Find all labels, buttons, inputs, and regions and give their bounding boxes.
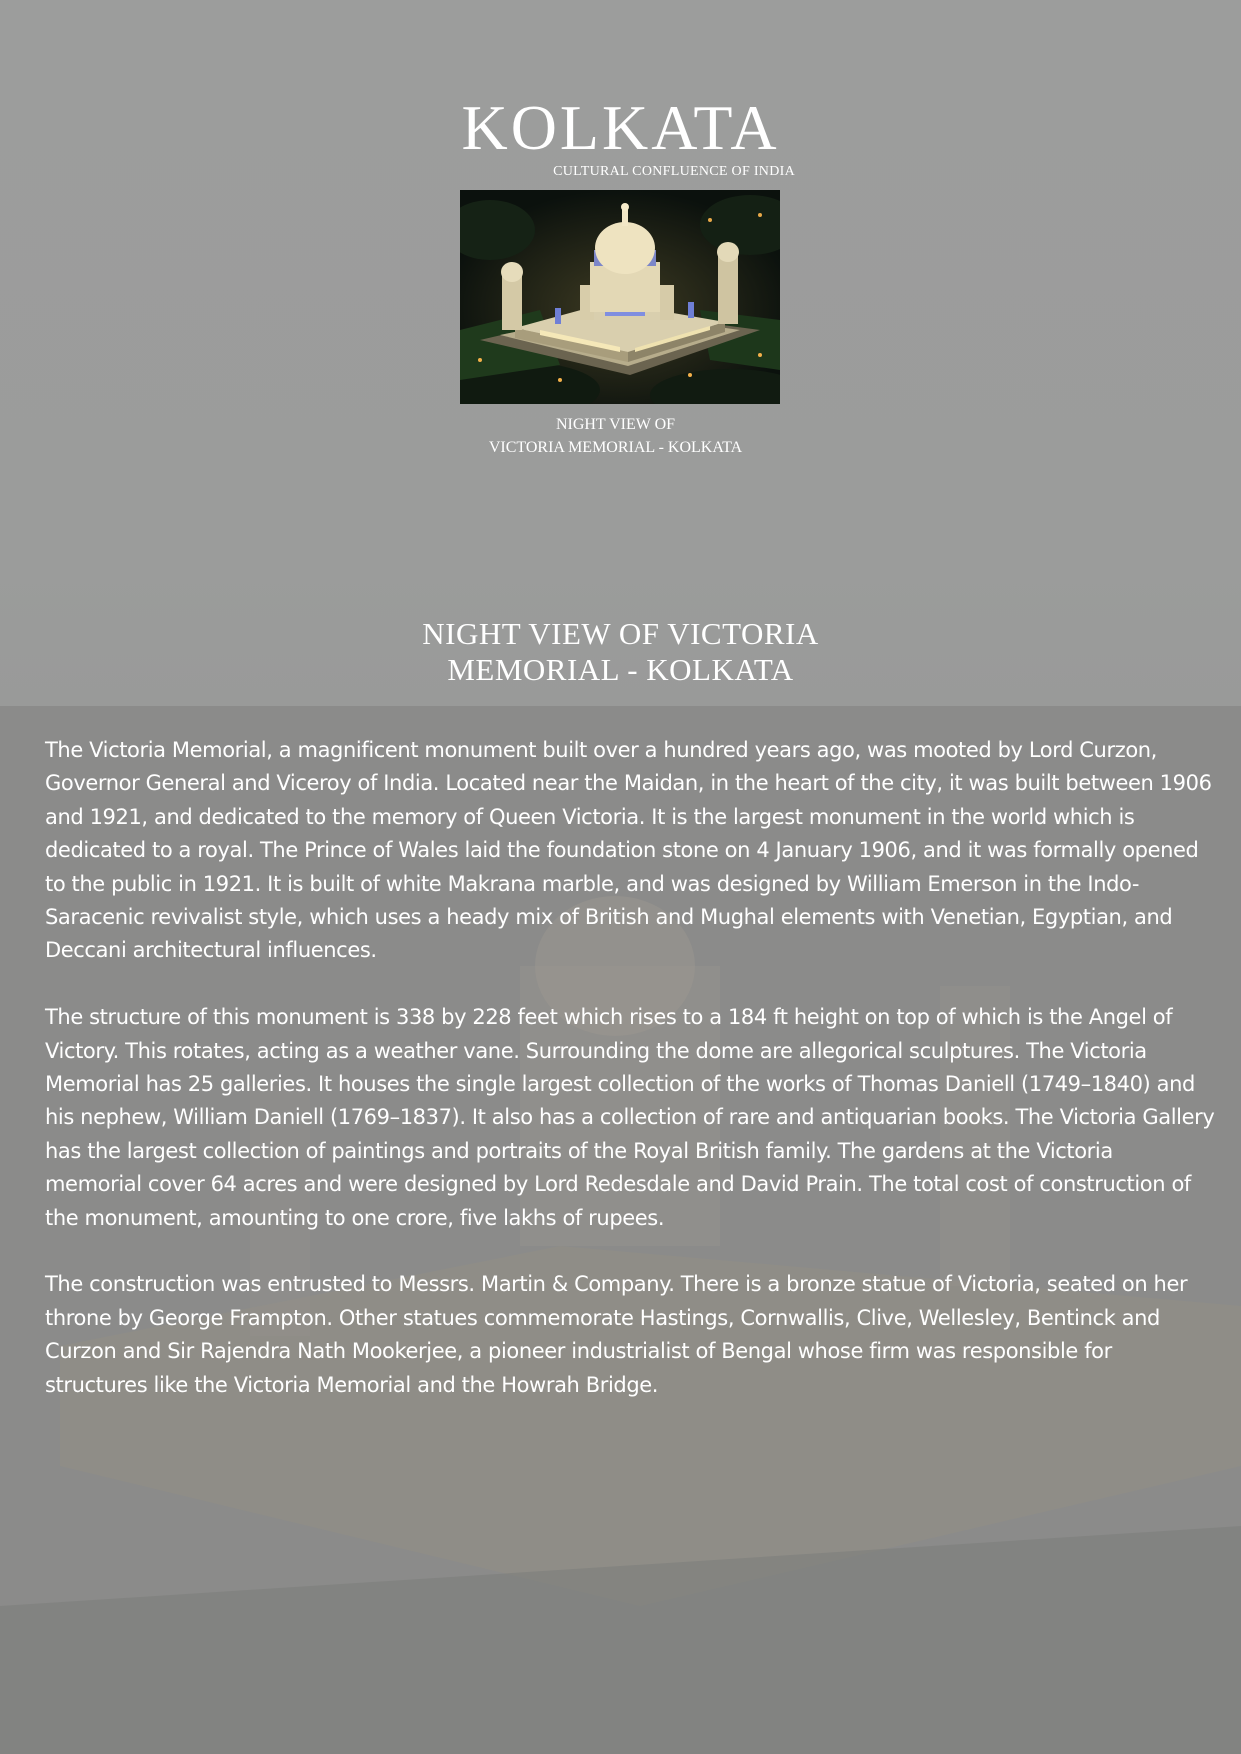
brand-subtitle: CULTURAL CONFLUENCE OF INDIA <box>553 164 795 179</box>
article-background <box>0 706 1241 1754</box>
photo-caption-line-1: NIGHT VIEW OF <box>555 416 676 433</box>
section-title-line-2: MEMORIAL - KOLKATA <box>447 652 794 687</box>
memorial-illustration <box>460 190 780 404</box>
victoria-memorial-night-photo <box>460 190 780 404</box>
paragraph: The structure of this monument is 338 by 228 feet which rises to a 184 ft height on top of which is the Angel of Victory. This rotates, acting as a weather vane. Surrounding the dome are allegorical sculptures. The Victoria Memorial has 25 galleries. It houses the single largest collection of the works of Thomas Daniell (1749–1840) and his nephew, William Daniell (1769–1837). It also has a collection of rare and antiquarian books. The Victoria Gallery has the largest collection of paintings and portraits of the Royal British family. The gardens at the Victoria memorial cover 64 acres and were designed by Lord Redesdale and David Prain. The total cost of construction of the monument, amounting to one crore, five lakhs of rupees. <box>45 1005 1215 1230</box>
brand-title: KOLKATA <box>461 92 780 163</box>
paragraph: The Victoria Memorial, a magnificent monument built over a hundred years ago, was mooted by Lord Curzon, Governor General and Viceroy of India. Located near the Maidan, in the heart of the city, it was built between 1906 and 1921, and dedicated to the memory of Queen Victoria. It is the largest monument in the world which is dedicated to a royal. The Prince of Wales laid the foundation stone on 4 January 1906, and it was formally opened to the public in 1921. It is built of white Makrana marble, and was designed by William Emerson in the Indo-Saracenic revivalist style, which uses a heady mix of British and Mughal elements with Venetian, Egyptian, and Deccani architectural influences. <box>45 738 1212 963</box>
photo-caption-line-2: VICTORIA MEMORIAL - KOLKATA <box>488 439 743 456</box>
photo-caption <box>0 413 1231 459</box>
section-title-line-1: NIGHT VIEW OF VICTORIA <box>422 616 819 651</box>
article-body <box>45 734 1215 1435</box>
section-title <box>0 616 1241 688</box>
paragraph: The construction was entrusted to Messrs. Martin & Company. There is a bronze statue of Victoria, seated on her throne by George Frampton. Other statues commemorate Hastings, Cornwallis, Clive, Wellesley, Bentinck and Curzon and Sir Rajendra Nath Mookerjee, a pioneer industrialist of Bengal whose firm was responsible for structures like the Victoria Memorial and the Howrah Bridge. <box>45 1272 1188 1397</box>
